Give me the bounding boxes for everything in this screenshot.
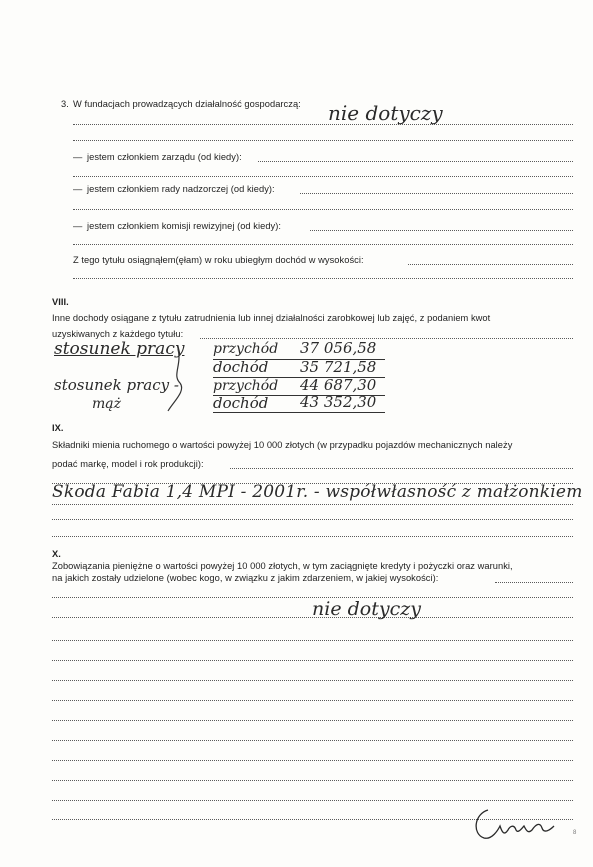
income-type: dochód [213, 358, 269, 376]
section-3-item-dash: — [73, 221, 83, 231]
section-3-item-management-board: jestem członkiem zarządu (od kiedy): [87, 152, 242, 162]
income-amount: 35 721,58 [300, 358, 377, 376]
section-x-heading: X. [52, 549, 61, 559]
income-amount: 44 687,30 [300, 376, 377, 394]
section-3-item-audit-committee: jestem członkiem komisji rewizyjnej (od kiedy): [87, 221, 282, 231]
section-viii-fill-line [200, 338, 573, 339]
section-x-fill-line [52, 780, 573, 781]
section-3-title: W fundacjach prowadzących działalność gospodarczą: [73, 99, 301, 109]
section-3-fill-line [73, 278, 573, 279]
section-ix-fill-line [52, 519, 573, 520]
income-source: stosunek pracy [54, 339, 185, 359]
section-ix-fill-line [230, 468, 573, 469]
income-brace-mark [160, 345, 190, 415]
section-3-fill-line [73, 140, 573, 141]
section-viii-heading: VIII. [52, 297, 69, 307]
income-underline [213, 412, 385, 413]
section-x-fill-line [52, 680, 573, 681]
section-x-fill-line [52, 760, 573, 761]
section-3-fill-line [73, 124, 573, 125]
section-3-item-supervisory-board: jestem członkiem rady nadzorczej (od kiedy): [87, 184, 275, 194]
section-viii-text: uzyskiwanych z każdego tytułu: [52, 329, 184, 339]
section-3-item-dash: — [73, 184, 83, 194]
section-x-fill-line [52, 740, 573, 741]
section-ix-fill-line [52, 504, 573, 505]
section-x-fill-line [52, 700, 573, 701]
section-x-text: Zobowiązania pieniężne o wartości powyżej 10 000 złotych, w tym zaciągnięte kredyty i pożyczki oraz warunki, [52, 561, 513, 571]
income-type: dochód [213, 394, 269, 412]
section-ix-fill-line [52, 536, 573, 537]
section-3-fill-line [310, 230, 573, 231]
section-viii-text: Inne dochody osiągane z tytułu zatrudnienia lub innej działalności zarobkowej lub zajęć, z podaniem kwot [52, 313, 491, 323]
section-3-fill-line [73, 176, 573, 177]
section-x-handwritten-answer: nie dotyczy [312, 598, 421, 620]
income-amount: 37 056,58 [300, 339, 377, 357]
section-ix-heading: IX. [52, 423, 64, 433]
section-ix-text: podać markę, model i rok produkcji): [52, 459, 204, 469]
income-type: przychód [213, 341, 279, 357]
income-source: mąż [92, 396, 121, 412]
section-ix-text: Składniki mienia ruchomego o wartości powyżej 10 000 złotych (w przypadku pojazdów mechanicznych należy [52, 440, 513, 450]
section-3-item-dash: — [73, 152, 83, 162]
section-x-fill-line [52, 660, 573, 661]
section-3-handwritten-answer: nie dotyczy [328, 101, 443, 125]
signature [470, 800, 560, 845]
section-3-income-label: Z tego tytułu osiągnąłem(ęłam) w roku ubiegłym dochód w wysokości: [73, 255, 364, 265]
income-type: przychód [213, 378, 279, 394]
section-3-fill-line [300, 193, 573, 194]
section-3-fill-line [408, 264, 573, 265]
section-x-fill-line [495, 582, 573, 583]
income-source: stosunek pracy - [54, 376, 179, 394]
section-3-fill-line [73, 209, 573, 210]
section-x-fill-line [52, 640, 573, 641]
section-ix-handwritten-answer: Skoda Fabia 1,4 MPI - 2001r. - współwłasność z małżonkiem [52, 482, 583, 502]
income-amount: 43 352,30 [300, 393, 377, 411]
section-x-text: na jakich zostały udzielone (wobec kogo, w związku z jakim zdarzeniem, w jakiej wysokości): [52, 573, 439, 583]
section-x-fill-line [52, 720, 573, 721]
section-3-number: 3. [61, 99, 69, 109]
section-3-fill-line [258, 161, 573, 162]
section-3-fill-line [73, 244, 573, 245]
page-mark: 8 [573, 830, 577, 836]
